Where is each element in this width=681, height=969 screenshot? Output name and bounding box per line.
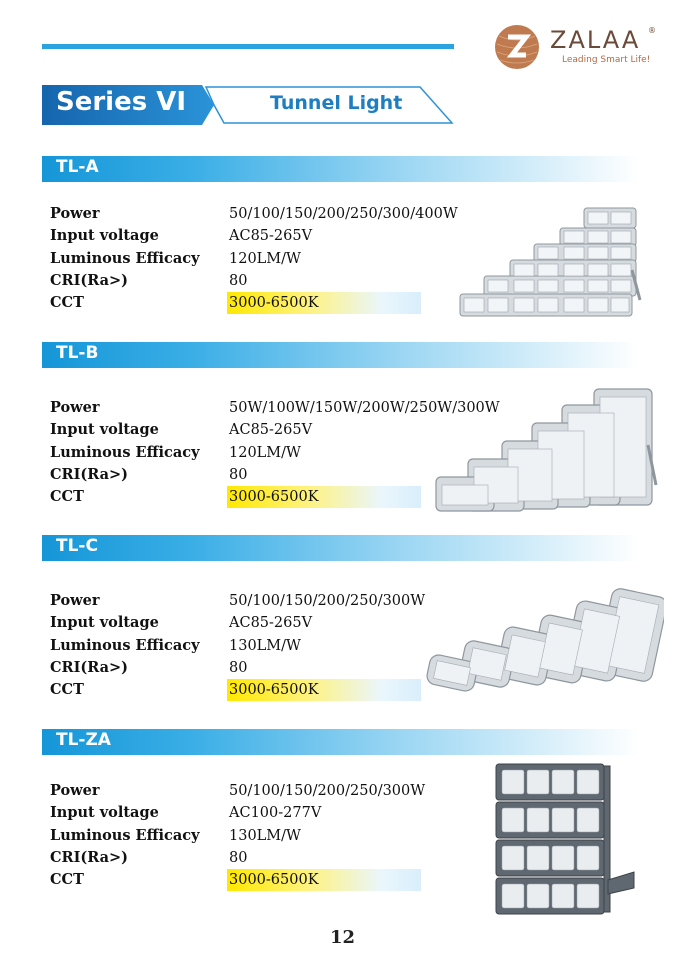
- section-header-tl-c: [42, 535, 640, 561]
- spec-table-tl-b: [50, 397, 500, 508]
- brand-logo: [494, 24, 664, 72]
- spec-value: 50/100/150/200/250/300W: [229, 593, 426, 609]
- spec-value: 80: [229, 466, 248, 483]
- spec-row: [50, 397, 500, 419]
- brand-name: ZALAA: [550, 26, 641, 54]
- tl-b-product-image: [434, 385, 660, 515]
- spec-value: 120LM/W: [229, 444, 301, 461]
- spec-row: [50, 248, 470, 270]
- zalaa-logo-icon: [494, 24, 540, 70]
- spec-row: [50, 590, 470, 612]
- spec-row: [50, 203, 470, 225]
- page-number: 12: [330, 927, 356, 948]
- spec-value: AC85-265V: [229, 422, 313, 439]
- spec-label: Power: [50, 399, 100, 416]
- section-header-tl-za: [42, 729, 640, 755]
- spec-label: CRI(Ra>): [50, 465, 129, 483]
- spec-label: CRI(Ra>): [50, 848, 129, 866]
- tl-za-product-image: [490, 760, 640, 918]
- spec-value: 130LM/W: [229, 827, 301, 844]
- spec-row: [50, 464, 470, 486]
- spec-value: 3000-6500K: [229, 872, 319, 889]
- spec-label: Power: [50, 205, 100, 222]
- tl-a-product-image: [456, 200, 642, 325]
- spec-value: 80: [229, 659, 248, 676]
- spec-value: AC100-277V: [229, 805, 322, 822]
- spec-value: 3000-6500K: [229, 489, 319, 506]
- spec-label: Luminous Efficacy: [50, 826, 200, 844]
- spec-label: Power: [50, 782, 100, 799]
- spec-row: [50, 847, 470, 869]
- spec-value: 50W/100W/150W/200W/250W/300W: [229, 400, 500, 416]
- spec-row: [50, 869, 470, 891]
- tl-c-product-image: [424, 588, 664, 703]
- series-title: Series VI: [56, 87, 187, 117]
- spec-value: 50/100/150/200/250/300W: [229, 783, 426, 799]
- spec-value: 3000-6500K: [229, 295, 319, 312]
- spec-row: [50, 270, 470, 292]
- spec-label: CCT: [50, 294, 84, 312]
- section-header-tl-a: [42, 156, 640, 182]
- spec-label: Input voltage: [50, 227, 159, 245]
- registered-mark: ®: [648, 26, 656, 35]
- spec-label: CCT: [50, 871, 84, 889]
- spec-value: AC85-265V: [229, 615, 313, 632]
- spec-label: CCT: [50, 488, 84, 506]
- spec-row: [50, 780, 470, 802]
- spec-value: 130LM/W: [229, 637, 301, 654]
- spec-row: [50, 635, 470, 657]
- spec-row: [50, 825, 470, 847]
- spec-table-tl-a: [50, 203, 470, 314]
- header-rule: [42, 44, 454, 49]
- section-title: TL-A: [56, 157, 99, 177]
- spec-value: 80: [229, 849, 248, 866]
- spec-value: 50/100/150/200/250/300/400W: [229, 206, 458, 222]
- spec-row: [50, 657, 470, 679]
- section-title: TL-B: [56, 343, 99, 363]
- spec-label: CCT: [50, 681, 84, 699]
- spec-value: 80: [229, 272, 248, 289]
- spec-label: Power: [50, 592, 100, 609]
- spec-value: 120LM/W: [229, 250, 301, 267]
- spec-row: [50, 802, 470, 824]
- spec-label: Input voltage: [50, 804, 159, 822]
- spec-row: [50, 679, 470, 701]
- spec-row: [50, 442, 470, 464]
- spec-row: [50, 612, 470, 634]
- spec-label: Input voltage: [50, 421, 159, 439]
- section-header-tl-b: [42, 342, 640, 368]
- spec-label: CRI(Ra>): [50, 658, 129, 676]
- spec-label: Input voltage: [50, 614, 159, 632]
- section-title: TL-C: [56, 536, 98, 556]
- brand-tagline: Leading Smart Life!: [562, 55, 651, 65]
- spec-row: [50, 225, 470, 247]
- spec-table-tl-za: [50, 780, 470, 891]
- spec-label: Luminous Efficacy: [50, 443, 200, 461]
- spec-table-tl-c: [50, 590, 470, 701]
- spec-row: [50, 486, 470, 508]
- spec-label: Luminous Efficacy: [50, 249, 200, 267]
- spec-value: AC85-265V: [229, 228, 313, 245]
- spec-label: CRI(Ra>): [50, 271, 129, 289]
- spec-label: Luminous Efficacy: [50, 636, 200, 654]
- spec-row: [50, 419, 470, 441]
- spec-value: 3000-6500K: [229, 682, 319, 699]
- spec-row: [50, 292, 470, 314]
- series-subtitle: Tunnel Light: [270, 92, 403, 114]
- section-title: TL-ZA: [56, 730, 111, 750]
